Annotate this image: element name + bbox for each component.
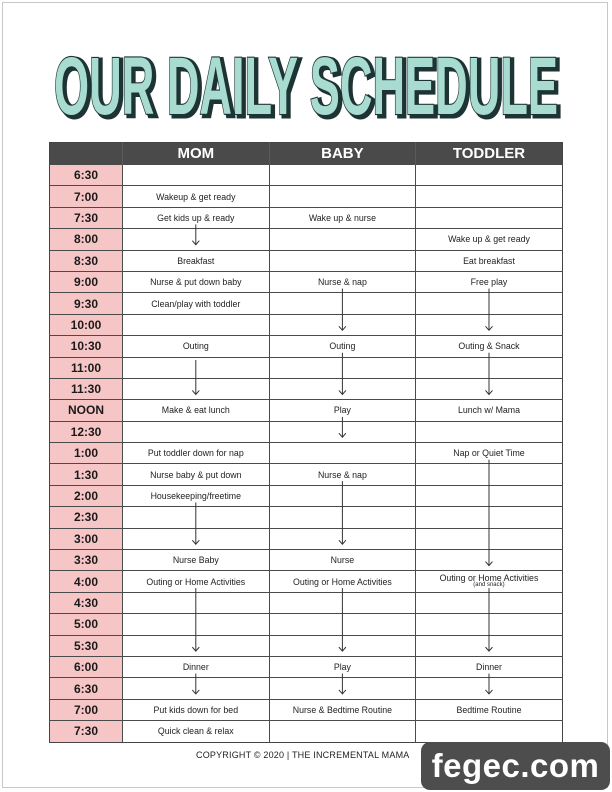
toddler-cell [416, 443, 563, 464]
mom-activity: Make & eat lunch [161, 405, 230, 416]
baby-cell [269, 293, 416, 314]
mom-cell [123, 207, 270, 228]
schedule-row [50, 357, 563, 378]
time-cell: 7:00 [50, 186, 123, 207]
baby-activity: Nurse [330, 555, 355, 566]
schedule-row [50, 421, 563, 442]
baby-cell [269, 485, 416, 506]
toddler-activity: Outing or Home Activities [439, 572, 539, 583]
baby-cell [269, 336, 416, 357]
time-cell: 3:30 [50, 550, 123, 571]
time-cell: 11:00 [50, 357, 123, 378]
mom-activity: Wakeup & get ready [156, 191, 236, 202]
toddler-cell [416, 378, 563, 399]
baby-activity: Wake up & nurse [308, 212, 376, 223]
schedule-row [50, 271, 563, 292]
time-cell: 6:30 [50, 165, 123, 186]
time-cell: 7:00 [50, 699, 123, 720]
baby-cell [269, 443, 416, 464]
schedule-row [50, 699, 563, 720]
baby-cell [269, 271, 416, 292]
schedule-row [50, 635, 563, 656]
time-cell: 8:30 [50, 250, 123, 271]
time-cell: 9:30 [50, 293, 123, 314]
time-cell: 1:30 [50, 464, 123, 485]
schedule-row [50, 186, 563, 207]
mom-cell [123, 357, 270, 378]
baby-cell [269, 678, 416, 699]
mom-activity: Nurse Baby [172, 555, 219, 566]
time-cell: 5:30 [50, 635, 123, 656]
header-toddler: TODDLER [416, 143, 563, 165]
mom-cell [123, 250, 270, 271]
mom-cell [123, 656, 270, 677]
toddler-cell [416, 357, 563, 378]
mom-cell [123, 165, 270, 186]
baby-activity: Nurse & Bedtime Routine [292, 704, 393, 715]
baby-cell [269, 421, 416, 442]
baby-cell [269, 165, 416, 186]
mom-activity: Nurse & put down baby [150, 277, 242, 288]
mom-cell [123, 485, 270, 506]
toddler-activity: Nap or Quiet Time [453, 448, 525, 459]
baby-cell [269, 250, 416, 271]
time-cell: 6:00 [50, 656, 123, 677]
mom-cell [123, 229, 270, 250]
schedule-row [50, 614, 563, 635]
toddler-cell [416, 271, 563, 292]
mom-activity: Outing [182, 341, 209, 352]
toddler-activity: Eat breakfast [463, 255, 515, 266]
schedule-row [50, 378, 563, 399]
toddler-activity: Bedtime Routine [456, 704, 522, 715]
time-cell: 10:00 [50, 314, 123, 335]
toddler-cell [416, 678, 563, 699]
toddler-cell [416, 485, 563, 506]
schedule-row [50, 250, 563, 271]
toddler-cell [416, 250, 563, 271]
schedule-body [50, 165, 563, 743]
header-row [50, 143, 563, 165]
baby-cell [269, 357, 416, 378]
toddler-cell [416, 721, 563, 742]
time-cell: 8:00 [50, 229, 123, 250]
time-cell: 12:30 [50, 421, 123, 442]
schedule-row [50, 293, 563, 314]
schedule-row [50, 229, 563, 250]
baby-cell [269, 507, 416, 528]
mom-activity: Housekeeping/freetime [150, 491, 242, 502]
baby-activity: Nurse & nap [317, 469, 367, 480]
schedule-row [50, 443, 563, 464]
mom-cell [123, 699, 270, 720]
mom-activity: Quick clean & relax [157, 726, 234, 737]
watermark-badge: fegec.com [421, 742, 610, 790]
mom-cell [123, 571, 270, 592]
baby-cell [269, 656, 416, 677]
mom-cell [123, 186, 270, 207]
time-cell: 5:00 [50, 614, 123, 635]
schedule-row [50, 336, 563, 357]
toddler-cell [416, 656, 563, 677]
mom-cell [123, 507, 270, 528]
toddler-cell [416, 614, 563, 635]
time-cell: 2:00 [50, 485, 123, 506]
schedule-table [49, 142, 563, 743]
schedule-row [50, 571, 563, 592]
mom-cell [123, 528, 270, 549]
toddler-cell [416, 699, 563, 720]
toddler-cell [416, 186, 563, 207]
time-cell: 4:30 [50, 592, 123, 613]
mom-cell [123, 336, 270, 357]
baby-cell [269, 229, 416, 250]
mom-cell [123, 635, 270, 656]
schedule-row [50, 485, 563, 506]
baby-cell [269, 721, 416, 742]
baby-cell [269, 378, 416, 399]
time-cell: 4:00 [50, 571, 123, 592]
time-cell: 2:30 [50, 507, 123, 528]
page-title-svg [0, 42, 612, 122]
mom-activity: Put kids down for bed [153, 704, 239, 715]
time-cell: 11:30 [50, 378, 123, 399]
mom-activity: Nurse baby & put down [150, 469, 242, 480]
header-time [50, 143, 123, 165]
mom-cell [123, 314, 270, 335]
baby-activity: Outing [329, 341, 356, 352]
toddler-cell [416, 229, 563, 250]
schedule-row [50, 314, 563, 335]
baby-activity: Play [333, 662, 351, 673]
toddler-cell [416, 635, 563, 656]
schedule-row [50, 165, 563, 186]
mom-cell [123, 421, 270, 442]
schedule-row [50, 507, 563, 528]
schedule-row [50, 464, 563, 485]
toddler-activity: Dinner [476, 662, 502, 673]
schedule-row [50, 207, 563, 228]
toddler-cell [416, 507, 563, 528]
schedule-row [50, 678, 563, 699]
mom-cell [123, 464, 270, 485]
toddler-activity: Outing & Snack [458, 341, 520, 352]
mom-cell [123, 550, 270, 571]
baby-cell [269, 528, 416, 549]
time-cell: 7:30 [50, 721, 123, 742]
schedule-row [50, 656, 563, 677]
time-cell: 9:00 [50, 271, 123, 292]
mom-activity: Dinner [182, 662, 209, 673]
toddler-cell [416, 207, 563, 228]
baby-cell [269, 571, 416, 592]
mom-cell [123, 721, 270, 742]
baby-cell [269, 400, 416, 421]
mom-cell [123, 592, 270, 613]
toddler-activity: Lunch w/ Mama [457, 405, 521, 416]
mom-cell [123, 678, 270, 699]
baby-cell [269, 699, 416, 720]
toddler-cell [416, 464, 563, 485]
toddler-cell [416, 293, 563, 314]
time-cell: 1:00 [50, 443, 123, 464]
toddler-cell [416, 550, 563, 571]
toddler-cell [416, 400, 563, 421]
baby-activity: Nurse & nap [317, 277, 367, 288]
header-mom: MOM [123, 143, 270, 165]
mom-cell [123, 443, 270, 464]
mom-cell [123, 271, 270, 292]
baby-cell [269, 635, 416, 656]
header-baby: BABY [269, 143, 416, 165]
baby-cell [269, 186, 416, 207]
mom-cell [123, 614, 270, 635]
mom-activity: Breakfast [177, 255, 215, 266]
copyright-footer: COPYRIGHT © 2020 | THE INCREMENTAL MAMA [196, 750, 410, 760]
time-cell: 10:30 [50, 336, 123, 357]
toddler-activity-note: (and snack) [473, 581, 505, 588]
mom-cell [123, 293, 270, 314]
page-title-shadow: OUR DAILY SCHEDULE [57, 43, 561, 122]
toddler-cell [416, 571, 563, 592]
toddler-activity: Free play [470, 277, 508, 288]
page-title-text: OUR DAILY SCHEDULE [54, 42, 558, 122]
mom-activity: Clean/play with toddler [151, 298, 241, 309]
baby-activity: Outing or Home Activities [293, 576, 392, 587]
toddler-cell [416, 165, 563, 186]
page-title [0, 42, 612, 122]
mom-activity: Put toddler down for nap [147, 448, 244, 459]
baby-cell [269, 314, 416, 335]
toddler-activity: Wake up & get ready [448, 234, 530, 245]
schedule-row [50, 592, 563, 613]
time-cell: NOON [50, 400, 123, 421]
baby-activity: Play [333, 405, 351, 416]
baby-cell [269, 550, 416, 571]
baby-cell [269, 614, 416, 635]
toddler-cell [416, 336, 563, 357]
mom-cell [123, 400, 270, 421]
toddler-cell [416, 592, 563, 613]
baby-cell [269, 592, 416, 613]
toddler-cell [416, 528, 563, 549]
time-cell: 7:30 [50, 207, 123, 228]
schedule-row [50, 550, 563, 571]
mom-activity: Get kids up & ready [157, 212, 235, 223]
mom-activity: Outing or Home Activities [146, 576, 246, 587]
toddler-cell [416, 314, 563, 335]
schedule-row [50, 721, 563, 742]
time-cell: 6:30 [50, 678, 123, 699]
toddler-cell [416, 421, 563, 442]
baby-cell [269, 464, 416, 485]
schedule-row [50, 528, 563, 549]
mom-cell [123, 378, 270, 399]
time-cell: 3:00 [50, 528, 123, 549]
baby-cell [269, 207, 416, 228]
schedule-row [50, 400, 563, 421]
